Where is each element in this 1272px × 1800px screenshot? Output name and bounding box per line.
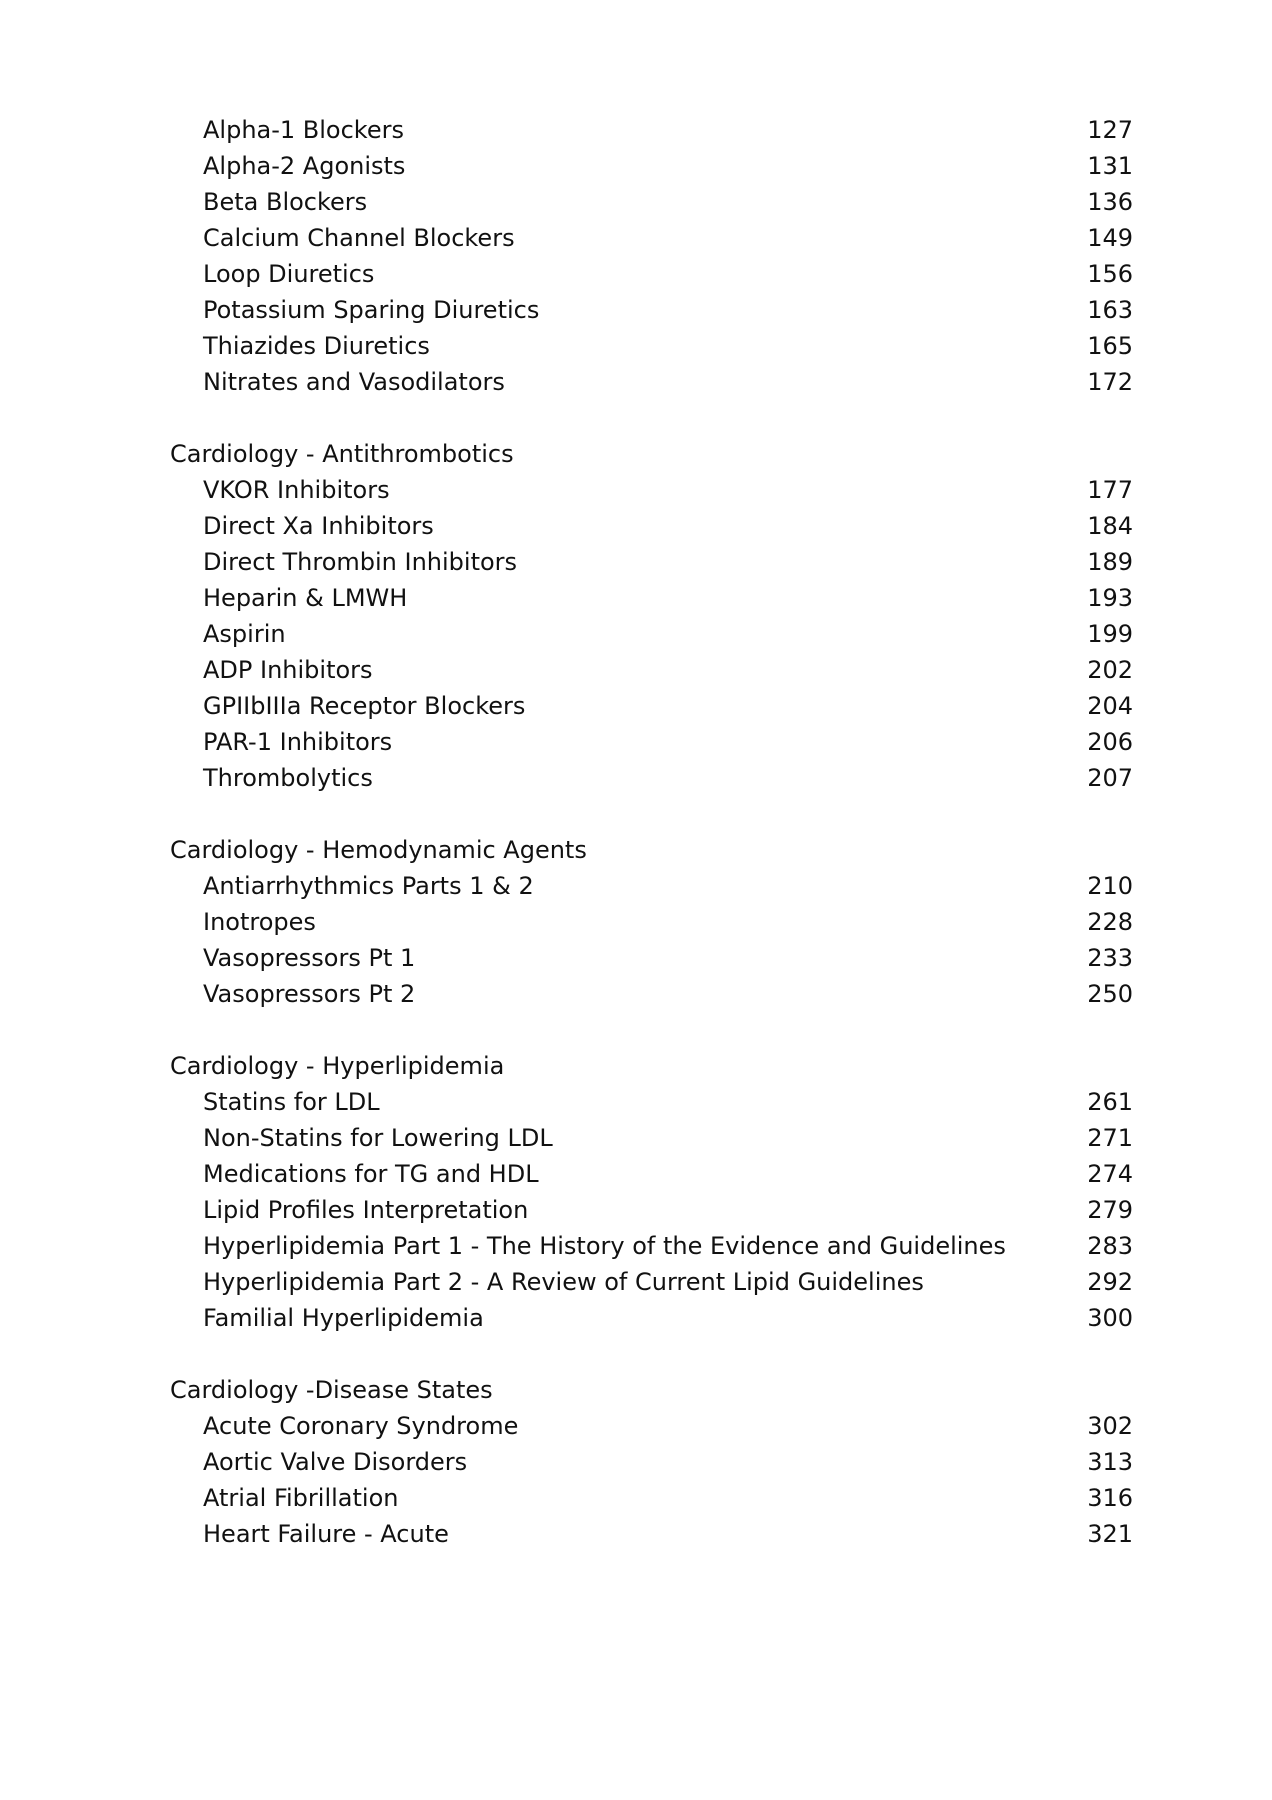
toc-entry[interactable]	[0, 364, 1272, 400]
toc-entry[interactable]	[0, 580, 1272, 616]
toc-entry-title: Thrombolytics	[203, 764, 373, 792]
toc-entry-page: 172	[1087, 368, 1133, 396]
toc-entry-page: 189	[1087, 548, 1133, 576]
toc-entry-title: Antiarrhythmics Parts 1 & 2	[203, 872, 534, 900]
toc-entry-title: Potassium Sparing Diuretics	[203, 296, 540, 324]
toc-entry[interactable]	[0, 616, 1272, 652]
toc-entry-page: 207	[1087, 764, 1133, 792]
toc-entry[interactable]	[0, 1444, 1272, 1480]
toc-entry-page: 193	[1087, 584, 1133, 612]
toc-entry[interactable]	[0, 904, 1272, 940]
toc-entry-page: 131	[1087, 152, 1133, 180]
toc-entry-page: 163	[1087, 296, 1133, 324]
toc-entry-title: Direct Thrombin Inhibitors	[203, 548, 518, 576]
toc-entry-page: 279	[1087, 1196, 1133, 1224]
toc-entry-page: 233	[1087, 944, 1133, 972]
toc-entry-title: Familial Hyperlipidemia	[203, 1304, 484, 1332]
toc-entry-title: Statins for LDL	[203, 1088, 380, 1116]
toc-entry[interactable]	[0, 1228, 1272, 1264]
toc-entry[interactable]	[0, 1264, 1272, 1300]
section-spacer	[0, 796, 1272, 832]
toc-entry-page: 184	[1087, 512, 1133, 540]
toc-entry-page: 313	[1087, 1448, 1133, 1476]
toc-entry-title: Hyperlipidemia Part 1 - The History of the Evidence and Guidelines	[203, 1232, 1006, 1260]
toc-entry[interactable]	[0, 1300, 1272, 1336]
toc-entry[interactable]	[0, 220, 1272, 256]
toc-entry-page: 206	[1087, 728, 1133, 756]
toc-entry-page: 283	[1087, 1232, 1133, 1260]
toc-entry-title: GPIIbIIIa Receptor Blockers	[203, 692, 526, 720]
toc-entry-page: 228	[1087, 908, 1133, 936]
toc-entry-title: ADP Inhibitors	[203, 656, 373, 684]
toc-section-heading-label: Cardiology - Hemodynamic Agents	[170, 836, 587, 864]
toc-entry-title: Calcium Channel Blockers	[203, 224, 515, 252]
toc-entry-title: Atrial Fibrillation	[203, 1484, 399, 1512]
toc-entry-page: 204	[1087, 692, 1133, 720]
toc-entry-title: Direct Xa Inhibitors	[203, 512, 434, 540]
toc-entry-page: 316	[1087, 1484, 1133, 1512]
toc-entry-page: 250	[1087, 980, 1133, 1008]
section-spacer	[0, 1336, 1272, 1372]
toc-entry-page: 202	[1087, 656, 1133, 684]
toc-entry[interactable]	[0, 148, 1272, 184]
toc-entry-page: 149	[1087, 224, 1133, 252]
toc-entry[interactable]	[0, 184, 1272, 220]
toc-entry-title: Loop Diuretics	[203, 260, 375, 288]
toc-entry[interactable]	[0, 724, 1272, 760]
toc-entry-page: 261	[1087, 1088, 1133, 1116]
toc-entry-title: Acute Coronary Syndrome	[203, 1412, 519, 1440]
table-of-contents	[0, 112, 1272, 1552]
toc-entry-title: Aspirin	[203, 620, 286, 648]
section-spacer	[0, 400, 1272, 436]
toc-entry-title: Alpha-1 Blockers	[203, 116, 404, 144]
toc-entry-title: Non-Statins for Lowering LDL	[203, 1124, 553, 1152]
toc-entry[interactable]	[0, 508, 1272, 544]
toc-entry[interactable]	[0, 760, 1272, 796]
toc-entry-page: 271	[1087, 1124, 1133, 1152]
toc-entry-page: 156	[1087, 260, 1133, 288]
toc-entry[interactable]	[0, 652, 1272, 688]
toc-entry[interactable]	[0, 544, 1272, 580]
toc-entry-title: Aortic Valve Disorders	[203, 1448, 468, 1476]
toc-entry[interactable]	[0, 976, 1272, 1012]
toc-entry-title: Nitrates and Vasodilators	[203, 368, 505, 396]
toc-entry[interactable]	[0, 112, 1272, 148]
toc-entry[interactable]	[0, 940, 1272, 976]
toc-entry-page: 274	[1087, 1160, 1133, 1188]
toc-section-heading[interactable]	[0, 1372, 1272, 1408]
toc-entry[interactable]	[0, 1408, 1272, 1444]
toc-entry-page: 177	[1087, 476, 1133, 504]
toc-section-heading-label: Cardiology -Disease States	[170, 1376, 493, 1404]
toc-entry-title: Beta Blockers	[203, 188, 368, 216]
toc-section-heading-label: Cardiology - Hyperlipidemia	[170, 1052, 505, 1080]
toc-entry-title: Vasopressors Pt 1	[203, 944, 416, 972]
toc-entry-page: 199	[1087, 620, 1133, 648]
toc-entry-title: Hyperlipidemia Part 2 - A Review of Current Lipid Guidelines	[203, 1268, 924, 1296]
toc-entry[interactable]	[0, 1192, 1272, 1228]
toc-entry-title: Vasopressors Pt 2	[203, 980, 416, 1008]
toc-entry-page: 136	[1087, 188, 1133, 216]
toc-section-heading[interactable]	[0, 436, 1272, 472]
toc-entry-title: VKOR Inhibitors	[203, 476, 390, 504]
toc-entry-title: PAR-1 Inhibitors	[203, 728, 393, 756]
toc-entry-title: Inotropes	[203, 908, 316, 936]
section-spacer	[0, 1012, 1272, 1048]
toc-entry[interactable]	[0, 328, 1272, 364]
toc-entry[interactable]	[0, 688, 1272, 724]
toc-entry[interactable]	[0, 1480, 1272, 1516]
toc-entry[interactable]	[0, 1156, 1272, 1192]
toc-entry[interactable]	[0, 292, 1272, 328]
toc-entry-page: 165	[1087, 332, 1133, 360]
toc-entry[interactable]	[0, 1120, 1272, 1156]
toc-entry-page: 300	[1087, 1304, 1133, 1332]
toc-entry-page: 127	[1087, 116, 1133, 144]
toc-entry-page: 302	[1087, 1412, 1133, 1440]
toc-entry-title: Heart Failure - Acute	[203, 1520, 449, 1548]
toc-entry-page: 292	[1087, 1268, 1133, 1296]
toc-entry-page: 321	[1087, 1520, 1133, 1548]
toc-entry-title: Heparin & LMWH	[203, 584, 408, 612]
toc-section-heading[interactable]	[0, 832, 1272, 868]
toc-entry[interactable]	[0, 1516, 1272, 1552]
toc-entry[interactable]	[0, 256, 1272, 292]
toc-entry-title: Lipid Profiles Interpretation	[203, 1196, 529, 1224]
toc-entry[interactable]	[0, 868, 1272, 904]
toc-entry-page: 210	[1087, 872, 1133, 900]
toc-entry[interactable]	[0, 1084, 1272, 1120]
toc-entry-title: Thiazides Diuretics	[203, 332, 430, 360]
toc-section-heading[interactable]	[0, 1048, 1272, 1084]
toc-entry[interactable]	[0, 472, 1272, 508]
toc-entry-title: Alpha-2 Agonists	[203, 152, 406, 180]
toc-entry-title: Medications for TG and HDL	[203, 1160, 539, 1188]
toc-section-heading-label: Cardiology - Antithrombotics	[170, 440, 514, 468]
